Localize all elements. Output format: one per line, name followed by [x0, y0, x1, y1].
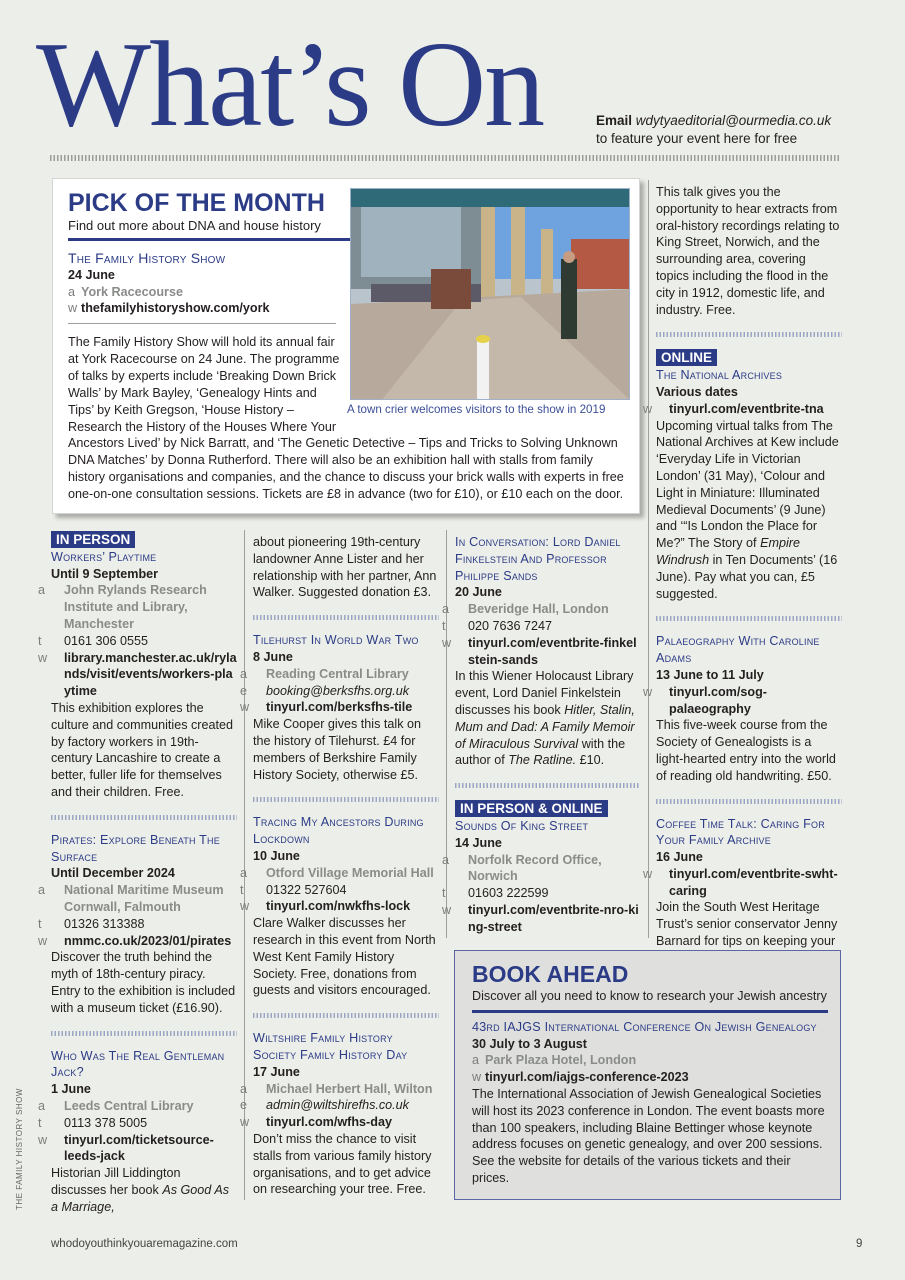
event-king-street	[442, 818, 640, 936]
event-date: 13 June to 11 July	[656, 667, 764, 682]
event-email[interactable]: booking@berksfhs.org.uk	[266, 683, 409, 698]
event-date: Until December 2024	[51, 866, 175, 881]
email-label: e	[240, 1098, 248, 1113]
column-2	[240, 534, 439, 1198]
event-title: Sounds Of King Street	[455, 818, 589, 833]
header-divider	[50, 155, 840, 161]
event-web-link[interactable]: tinyurl.com/iajgs-conference-2023	[485, 1070, 689, 1085]
event-description: Join the South West Heritage Trust’s senior conservator Jenny Barnard for tips on keeping your	[656, 900, 838, 949]
book-title: As Good As a Marriage,	[51, 1182, 230, 1214]
event-phone: 01326 313388	[64, 916, 145, 931]
address-label: a	[38, 883, 46, 898]
event-description: Upcoming virtual talks from The National Archives at Kew include ‘Everyday Life in Victorian London’ (31 May), ‘Colour and Light in Miniature: Illuminated Medieval Documents’ (9 June) and ‘“Is London the Place for Me?” The Story of	[656, 418, 839, 551]
event-separator	[656, 799, 842, 804]
column-divider	[446, 530, 447, 938]
column-3	[442, 534, 640, 936]
event-separator	[253, 797, 439, 802]
address-label: a	[442, 852, 450, 867]
event-phone: 0113 378 5005	[64, 1115, 148, 1130]
event-date: Until 9 September	[51, 566, 159, 581]
event-description: In this Wiener Holocaust Library event, Lord Daniel Finkelstein discusses his book	[455, 669, 634, 717]
address-label: a	[240, 1081, 248, 1096]
email-label: Email	[596, 113, 633, 128]
contact-line	[596, 112, 896, 148]
event-title: 43rd IAJGS International Conference On Jewish Genealogy	[472, 1019, 817, 1034]
web-label: w	[38, 933, 48, 948]
pick-subheading: Find out more about DNA and house history	[68, 218, 321, 233]
web-label: w	[240, 700, 250, 715]
event-gentleman-jack	[38, 1048, 237, 1216]
event-description-cont: with the author of	[455, 736, 626, 768]
event-title: Tilehurst In World War Two	[253, 633, 419, 648]
address-label: a	[68, 284, 76, 299]
tel-label: t	[38, 1115, 42, 1130]
event-description: Clare Walker discusses her research in this event from North West Kent Family History Society. Free, donations from guests and visitors encouraged.	[253, 916, 436, 998]
web-label: w	[68, 301, 78, 316]
book-title: The Ratline.	[508, 753, 577, 768]
address-label: a	[38, 1098, 46, 1113]
event-title: Workers’ Playtime	[51, 549, 157, 564]
page-number: 9	[856, 1238, 863, 1250]
event-description: Historian Jill Liddington discusses her book	[51, 1166, 181, 1197]
event-date: 14 June	[455, 835, 502, 850]
pick-body-narrow: The Family History Show will hold its annual fair at York Racecourse on 24 June. The programme of talks by experts include ‘Breaking Down Brick Walls’ by Mark Bayley, ‘Genealogy Hints and Tips’ by Keith Gregson, ‘House History – Research the History of the Houses Where Your	[68, 335, 340, 434]
event-finkelstein	[442, 534, 640, 769]
event-web-link[interactable]: tinyurl.com/eventbrite-nro-king-street	[468, 902, 639, 934]
web-label: w	[442, 635, 452, 650]
tel-label: t	[38, 916, 42, 931]
event-date: 17 June	[253, 1064, 300, 1079]
event-description: This exhibition explores the culture and communities created by factory workers in 19th-century Lancashire to create a better, fuller life for themselves and their children. Free.	[51, 700, 234, 799]
address-label: a	[38, 583, 46, 598]
event-title: Coffee Time Talk: Caring For Your Family Archive	[656, 816, 825, 848]
footer-url[interactable]: whodoyouthinkyouaremagazine.com	[51, 1238, 238, 1250]
event-address: John Rylands Research Institute and Library, Manchester	[64, 583, 207, 631]
event-phone: 01603 222599	[468, 886, 549, 901]
tel-label: t	[442, 886, 446, 901]
event-separator	[455, 783, 640, 788]
web-label: w	[472, 1070, 482, 1085]
event-separator	[51, 1031, 237, 1036]
event-email[interactable]: admin@wiltshirefhs.co.uk	[266, 1098, 409, 1113]
event-description: Discover the truth behind the myth of 18th-century piracy. Entry to the exhibition is included with a museum ticket (£16.90).	[51, 950, 236, 1015]
event-phone: 0161 306 0555	[64, 633, 149, 648]
book-ahead-content	[472, 960, 828, 1187]
pick-body-wide: Ancestors Lived’ by Nick Barratt, and ‘The Genetic Detective – Tips and Tricks to Solving Unknown DNA Matches’ by Donna Rutherford. There will also be an exhibition hall with stalls from family history organisations and companies, and the chance to discuss your brick walls with experts in free one-on-one consultation sessions. Tickets are £8 in advance (two for £10), or £10 each on the door.	[68, 436, 624, 502]
column-1	[38, 531, 237, 1215]
book-title: Empire Windrush	[656, 536, 800, 567]
event-address: Leeds Central Library	[64, 1098, 194, 1113]
event-date: 30 July to 3 August	[472, 1036, 587, 1051]
online-band: ONLINE	[656, 349, 717, 366]
web-label: w	[38, 1132, 48, 1147]
event-tilehurst	[240, 632, 439, 783]
event-tracing-ancestors	[240, 814, 439, 999]
event-address: Reading Central Library	[266, 666, 409, 681]
event-description: The International Association of Jewish Genealogical Societies will host its 2023 conference in London. The event boasts more than 100 speakers, including Blaine Bettinger whose keynote address focuses on genetic genealogy, and over 200 sessions. See the website for details of the various tickets and their prices.	[472, 1086, 825, 1185]
book-ahead-heading: BOOK AHEAD	[472, 961, 629, 987]
book-title: Hitler, Stalin, Mum and Dad: A Family Memoir of Miraculous Survival	[455, 702, 635, 751]
web-label: w	[643, 684, 653, 699]
address-label: a	[240, 666, 248, 681]
event-address: Michael Herbert Hall, Wilton	[266, 1081, 433, 1096]
web-label: w	[442, 902, 452, 917]
event-title: Tracing My Ancestors During Lockdown	[253, 815, 424, 847]
event-web-link[interactable]: tinyurl.com/sog-palaeography	[669, 684, 767, 716]
page-title: What’s On	[36, 17, 544, 152]
email-label: e	[240, 683, 248, 698]
event-palaeography	[643, 633, 842, 784]
event-phone: 01322 527604	[266, 882, 347, 897]
event-web-link[interactable]: tinyurl.com/ticketsource-leeds-jack	[64, 1132, 214, 1164]
event-address: Park Plaza Hotel, London	[485, 1053, 637, 1068]
event-date: Various dates	[656, 384, 738, 399]
event-date: 16 June	[656, 850, 703, 865]
event-description: Mike Cooper gives this talk on the history of Tilehurst. £4 for members of Berkshire Family History Society, otherwise £5.	[253, 717, 421, 782]
in-person-band: IN PERSON	[51, 531, 135, 548]
event-separator	[656, 616, 842, 621]
in-person-online-band: IN PERSON & ONLINE	[455, 800, 608, 817]
event-web-link[interactable]: tinyurl.com/eventbrite-swht-caring	[669, 866, 838, 898]
pick-details-rule	[68, 323, 336, 324]
event-address: Norfolk Record Office, Norwich	[468, 852, 602, 884]
pick-heading: PICK OF THE MONTH	[68, 189, 325, 217]
pick-rule	[68, 238, 352, 241]
event-date: 10 June	[253, 848, 300, 863]
event-web-link[interactable]: nmmc.co.uk/2023/01/pirates	[64, 933, 232, 948]
continued-text: This talk gives you the opportunity to hear extracts from oral-history recordings relating to King Street, Norwich, and the surrounding area, covering topics including the flood in the city in 1912, domestic life, and industry. Free.	[656, 185, 840, 317]
event-address: Beveridge Hall, London	[468, 602, 609, 617]
book-ahead-subheading: Discover all you need to know to research your Jewish ancestry	[472, 989, 827, 1003]
event-web-link[interactable]: tinyurl.com/nwkfhs-lock	[266, 899, 411, 914]
email-address[interactable]: wdytyaeditorial@ourmedia.co.uk	[635, 113, 832, 128]
event-title: Palaeography With Caroline Adams	[656, 634, 820, 666]
pick-body	[68, 334, 628, 503]
address-label: a	[472, 1053, 480, 1068]
pick-event-title: The Family History Show	[68, 250, 226, 266]
event-separator	[253, 615, 439, 620]
address-label: a	[240, 865, 248, 880]
event-web-link[interactable]: library.manchester.ac.uk/rylands/visit/events/workers-playtime	[64, 650, 237, 699]
tel-label: t	[240, 882, 244, 897]
web-label: w	[240, 1115, 250, 1130]
event-web-link[interactable]: tinyurl.com/eventbrite-tna	[669, 401, 824, 416]
web-label: w	[240, 899, 250, 914]
event-description-cont: in Ten Documents’ (16 June). Pay what you can, £5 suggested.	[656, 552, 838, 601]
event-address: Otford Village Memorial Hall	[266, 865, 434, 880]
event-address: National Maritime Museum Cornwall, Falmouth	[64, 883, 224, 914]
event-date: 1 June	[51, 1082, 91, 1097]
event-phone: 020 7636 7247	[468, 618, 553, 633]
column-4	[643, 184, 842, 967]
book-ahead-rule	[472, 1010, 828, 1013]
photo-caption: A town crier welcomes visitors to the show in 2019	[347, 403, 606, 416]
tel-label: t	[442, 618, 446, 633]
event-web-link[interactable]: tinyurl.com/berksfhs-tile	[266, 700, 413, 715]
address-label: a	[442, 602, 450, 617]
event-wiltshire	[240, 1030, 439, 1198]
event-web-link[interactable]: tinyurl.com/eventbrite-finkelstein-sands	[468, 635, 637, 667]
event-date: 20 June	[455, 585, 502, 600]
pick-event-details	[68, 250, 340, 324]
event-separator	[253, 1013, 439, 1018]
event-title: In Conversation: Lord Daniel Finkelstein And Professor Philippe Sands	[455, 535, 621, 583]
event-description: This five-week course from the Society of Genealogists is a light-hearted entry into the world of reading old handwriting. £50.	[656, 718, 836, 783]
event-title: Wiltshire Family History Society Family History Day	[253, 1031, 408, 1062]
event-national-archives	[643, 367, 842, 602]
tel-label: t	[38, 633, 42, 648]
event-workers-playtime	[38, 549, 237, 801]
event-title: Pirates: Explore Beneath The Surface	[51, 832, 220, 864]
event-pirates	[38, 832, 237, 1017]
event-title: The National Archives	[656, 368, 783, 383]
continued-text: about pioneering 19th-century landowner Anne Lister and her relationship with her partner, Ann Walker. Suggested donation £3.	[253, 535, 437, 600]
pick-event-date: 24 June	[68, 267, 115, 282]
event-description: Don’t miss the chance to visit stalls from various family history organisations, and to get advice on researching your tree. Free.	[253, 1131, 432, 1197]
event-web-link[interactable]: tinyurl.com/wfhs-day	[266, 1115, 392, 1130]
pick-address: York Racecourse	[81, 284, 183, 299]
web-label: w	[643, 401, 653, 416]
email-suffix: to feature your event here for free	[596, 131, 798, 146]
spine-text: THE FAMILY HISTORY SHOW	[15, 1088, 24, 1210]
event-coffee-time	[643, 816, 842, 967]
column-divider	[648, 180, 649, 938]
web-label: w	[38, 650, 48, 665]
event-title: Who Was The Real Gentleman Jack?	[51, 1048, 225, 1080]
pick-web-link[interactable]: thefamilyhistoryshow.com/york	[81, 301, 270, 316]
event-separator	[656, 332, 842, 337]
event-price: £10.	[579, 753, 605, 768]
event-date: 8 June	[253, 649, 293, 664]
web-label: w	[643, 866, 653, 881]
event-separator	[51, 815, 237, 820]
